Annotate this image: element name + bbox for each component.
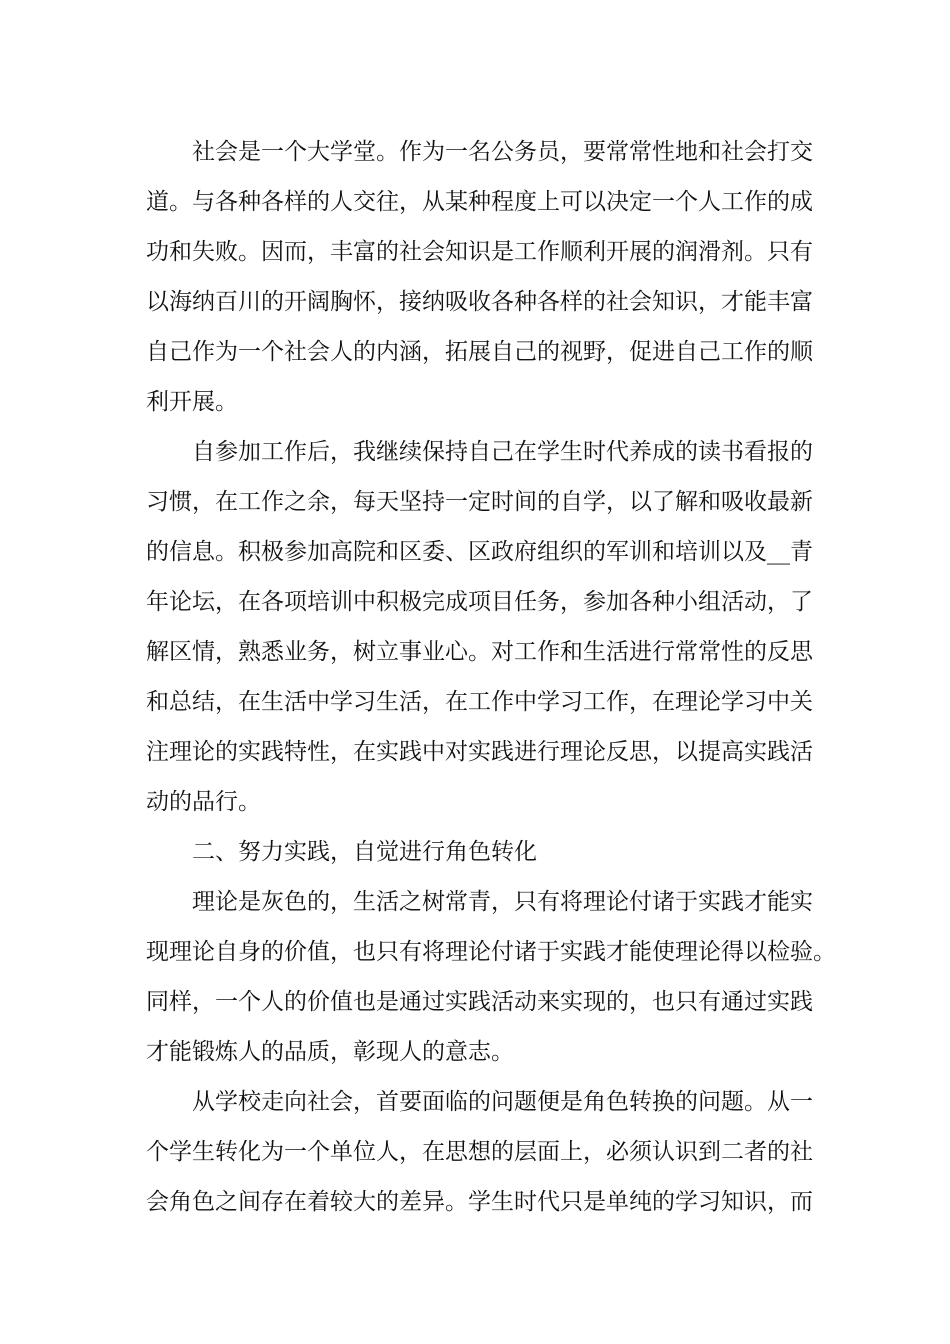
- paragraph-1-line-3: 功和失败。因而，丰富的社会知识是工作顺利开展的润滑剂。只有: [146, 239, 813, 265]
- paragraph-3-line-4: 才能锻炼人的品质，彰现人的意志。: [146, 1039, 514, 1065]
- paragraph-1-line-4: 以海纳百川的开阔胸怀，接纳吸收各种各样的社会知识，才能丰富: [146, 289, 813, 315]
- section-heading: 二、努力实践，自觉进行角色转化: [192, 839, 537, 865]
- paragraph-1-line-1: 社会是一个大学堂。作为一名公务员，要常常性地和社会打交: [192, 139, 813, 165]
- paragraph-3-line-1: 理论是灰色的，生活之树常青，只有将理论付诸于实践才能实: [192, 889, 813, 915]
- paragraph-2-line-7: 注理论的实践特性，在实践中对实践进行理论反思，以提高实践活: [146, 739, 813, 765]
- paragraph-3-line-2: 现理论自身的价值，也只有将理论付诸于实践才能使理论得以检验。: [146, 939, 836, 965]
- paragraph-1-line-6: 利开展。: [146, 389, 238, 415]
- paragraph-4-line-3: 会角色之间存在着较大的差异。学生时代只是单纯的学习知识，而: [146, 1189, 813, 1215]
- paragraph-4-line-2: 个学生转化为一个单位人，在思想的层面上，必须认识到二者的社: [146, 1139, 813, 1165]
- paragraph-2-line-8: 动的品行。: [146, 789, 261, 815]
- paragraph-3-line-3: 同样，一个人的价值也是通过实践活动来实现的，也只有通过实践: [146, 989, 813, 1015]
- paragraph-2-line-3: 的信息。积极参加高院和区委、区政府组织的军训和培训以及__青: [146, 539, 813, 565]
- paragraph-4-line-1: 从学校走向社会，首要面临的问题便是角色转换的问题。从一: [192, 1089, 813, 1115]
- paragraph-2-line-1: 自参加工作后，我继续保持自己在学生时代养成的读书看报的: [192, 439, 813, 465]
- paragraph-2-line-6: 和总结，在生活中学习生活，在工作中学习工作，在理论学习中关: [146, 689, 813, 715]
- paragraph-2-line-5: 解区情，熟悉业务，树立事业心。对工作和生活进行常常性的反思: [146, 639, 813, 665]
- paragraph-2-line-4: 年论坛，在各项培训中积极完成项目任务，参加各种小组活动，了: [146, 589, 813, 615]
- paragraph-1-line-5: 自己作为一个社会人的内涵，拓展自己的视野，促进自己工作的顺: [146, 339, 813, 365]
- paragraph-2-line-2: 习惯，在工作之余，每天坚持一定时间的自学，以了解和吸收最新: [146, 489, 813, 515]
- paragraph-1-line-2: 道。与各种各样的人交往，从某种程度上可以决定一个人工作的成: [146, 189, 813, 215]
